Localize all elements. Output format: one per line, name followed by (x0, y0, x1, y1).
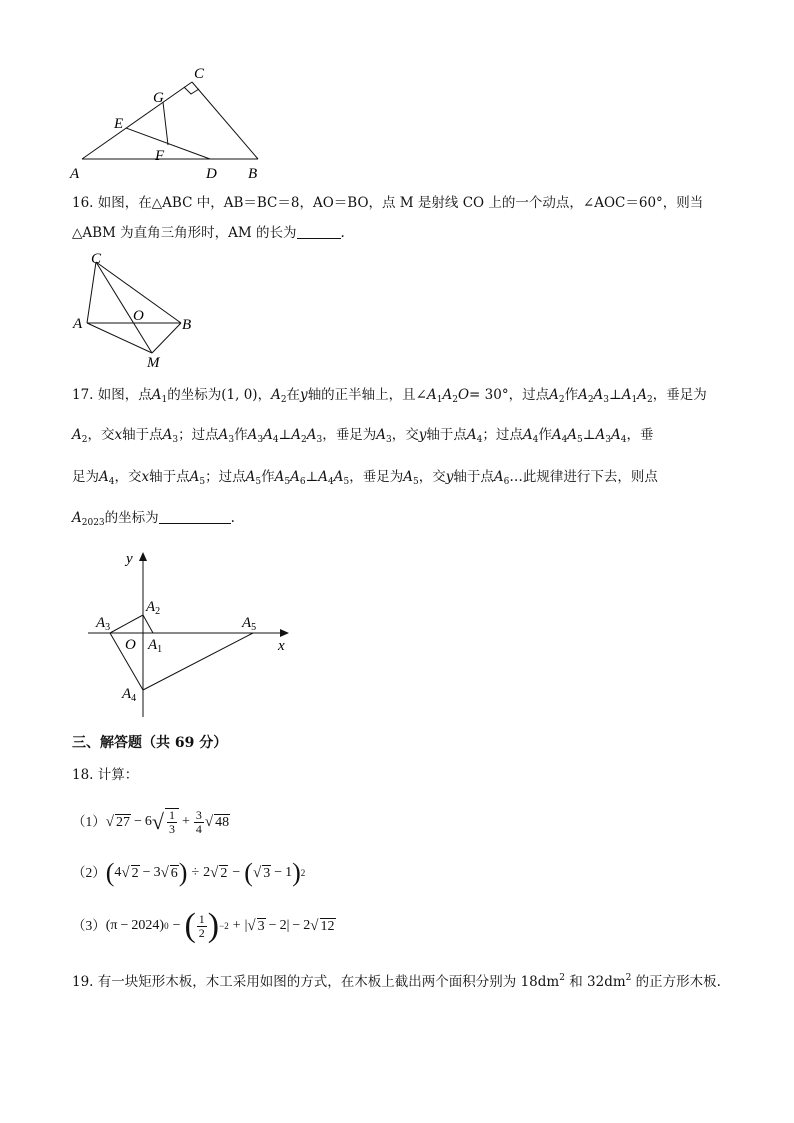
point: A (551, 427, 562, 443)
text: 轴于点 (453, 469, 494, 485)
point: A (162, 427, 173, 443)
text: ，垂足为 (349, 469, 404, 485)
point: A (610, 427, 621, 443)
part-label: （1） (72, 814, 106, 829)
coordinate: (1, 0) (221, 387, 258, 403)
point: A (72, 427, 82, 443)
point: A (442, 387, 453, 403)
text: 作 (261, 469, 275, 485)
label-B: B (248, 166, 258, 182)
text: ；过点 (178, 427, 219, 443)
point: A (291, 427, 301, 443)
label-y: y (126, 551, 133, 567)
axis: y (445, 469, 454, 485)
question-text: 计算： (97, 767, 139, 783)
perp-symbol: ⊥ (305, 469, 319, 485)
label-M: M (147, 355, 160, 370)
q18-part2: （2） ( 4 √ 2 − 3 √ 6 ) ÷ 2 √ 2 − ( √ 3 − 1 ) 2 (72, 858, 306, 887)
text: ，垂足为 (652, 387, 707, 403)
point: A (247, 427, 258, 443)
text: ；过点 (482, 427, 523, 443)
point: A (274, 469, 285, 485)
question-17-line2: $A_2$，交x轴于点$A_3$；过点$A_3$作$A_3A_4\perp A_2A_3$，垂足为$A_3$，交y轴于点$A_4$；过点$A_4$作$A_4A_5\perp A_3A_4$，垂 (72, 427, 654, 445)
perp-symbol: ⊥ (582, 427, 596, 443)
axis: y (300, 387, 308, 403)
question-17-line1: 17. 如图，点$A_1$的坐标为(1, 0)，$A_2$在y轴的正半轴上，且$\angle A_1A_2O= 30^\circ$，过点$A_2$作$A_2A_3\perp A_1A_2$，垂足为 (72, 387, 707, 405)
text: ，交 (418, 469, 446, 485)
point: A (403, 469, 413, 485)
segment-A3-A2 (110, 615, 143, 633)
figure-15 (60, 60, 280, 185)
point: A (466, 427, 477, 443)
label-B: B (182, 317, 192, 333)
segment-A4-A5 (143, 633, 253, 690)
label-E: E (114, 116, 124, 132)
point: A (263, 427, 273, 443)
point: A (493, 469, 504, 485)
point: A (333, 469, 344, 485)
label-A1: $A_1$ (148, 637, 163, 655)
segment-BM (152, 323, 181, 353)
question-text: 有一块矩形木板，木工采用如图的方式，在木板上截出两个面积分别为 18dm (97, 974, 560, 990)
label-A4: $A_4$ (122, 686, 137, 704)
q18-part3: （3） (π − 2024) 0 − ( $\frac{1}{2}$ ) −2 + | √ 3 − 2| − 2 √ 12 (72, 907, 335, 944)
label-A: A (73, 316, 83, 332)
figure-17 (88, 545, 308, 725)
text: 的坐标为 (104, 510, 159, 526)
question-text: 和 32dm (564, 974, 626, 990)
point: A (306, 427, 317, 443)
label-O: O (133, 308, 144, 324)
label-D: D (206, 166, 217, 182)
point: A (245, 469, 256, 485)
point: A (595, 427, 606, 443)
segment-AC (82, 82, 192, 159)
segment-GF (163, 102, 168, 145)
question-number: 16. (72, 195, 94, 211)
perp-symbol: ⊥ (609, 387, 622, 403)
text: 作 (564, 387, 579, 403)
perp-symbol: ⊥ (278, 427, 292, 443)
axis: x (141, 469, 150, 485)
part-label: （2） (72, 865, 106, 880)
label-O: O (125, 637, 136, 653)
text: ；过点 (205, 469, 246, 485)
point: A (427, 387, 437, 403)
point: A (593, 387, 604, 403)
point: A (621, 387, 632, 403)
text: …此规律进行下去，则点 (509, 469, 658, 485)
text: ，交 (114, 469, 142, 485)
point: A (376, 427, 386, 443)
question-text: △ABM 为直角三角形时，AM 的长为 (72, 225, 297, 241)
figure-16 (65, 250, 205, 370)
superscript: 2 (625, 973, 632, 983)
question-18-stem (72, 765, 138, 785)
point: A (522, 427, 533, 443)
period: . (340, 225, 345, 241)
text: 作 (234, 427, 248, 443)
text: 轴的正半轴上，且∠ (307, 387, 427, 403)
question-number: 19. (72, 974, 94, 990)
question-16-line2 (72, 223, 345, 243)
label-A2: $A_2$ (146, 599, 161, 617)
label-A5: $A_5$ (242, 615, 257, 633)
q18-part1: （1） √ 27 − 6 √ $\frac{1}{3}$ + $\frac{3}{4}$ √ 48 (72, 807, 230, 836)
point: A (189, 469, 200, 485)
text: ，交 (391, 427, 419, 443)
text: ，交 (87, 427, 115, 443)
text: 如图，点 (97, 387, 152, 403)
question-text: 如图，在△ABC 中，AB＝BC＝8，AO＝BO，点 M 是射线 CO 上的一个动点，∠AOC＝60°，则当 (97, 195, 704, 211)
label-x: x (278, 638, 285, 654)
text: = 30°，过点 (469, 387, 550, 403)
point: A (151, 387, 162, 403)
point: A (549, 387, 559, 403)
text: 轴于点 (149, 469, 190, 485)
segment-BC (192, 82, 258, 159)
answer-blank[interactable] (297, 224, 341, 239)
question-number: 18. (72, 767, 94, 783)
text: 足为 (72, 469, 99, 485)
question-text: 的正方形木板. (631, 974, 721, 990)
label-A: A (70, 166, 80, 182)
text: 轴于点 (426, 427, 467, 443)
answer-blank[interactable] (159, 509, 231, 524)
text: 在 (286, 387, 301, 403)
question-17-line4: $A_{2023}$的坐标为 . (72, 510, 235, 528)
text: 的坐标为 (167, 387, 222, 403)
point: A (271, 387, 281, 403)
point: A (578, 387, 588, 403)
segment-A2-A1 (143, 615, 153, 633)
point: A (318, 469, 328, 485)
label-G: G (153, 90, 164, 106)
period: . (230, 510, 235, 526)
point: A (290, 469, 300, 485)
point: A (99, 469, 109, 485)
question-19 (72, 968, 721, 992)
text: ，垂足为 (322, 427, 377, 443)
point: A (72, 510, 82, 526)
text: ，垂 (626, 427, 654, 443)
label-A3: $A_3$ (96, 615, 111, 633)
question-number: 17. (72, 387, 94, 403)
axis: x (114, 427, 123, 443)
point: A (567, 427, 578, 443)
part-label: （3） (72, 918, 106, 933)
text: 作 (538, 427, 552, 443)
question-17-line3: 足为$A_4$，交x轴于点$A_5$；过点$A_5$作$A_5A_6\perp A_4A_5$，垂足为$A_5$，交y轴于点$A_6\dots$此规律进行下去，则点 (72, 469, 658, 487)
point: A (637, 387, 647, 403)
section-heading: 三、解答题（共 69 分） (72, 735, 228, 751)
label-C: C (91, 251, 102, 267)
axis: y (418, 427, 427, 443)
label-F: F (155, 148, 165, 164)
text: 轴于点 (122, 427, 163, 443)
superscript: 2 (559, 973, 565, 983)
question-16-line1 (72, 193, 703, 213)
point: A (218, 427, 229, 443)
label-C: C (194, 66, 205, 82)
segment-CA (87, 262, 96, 323)
